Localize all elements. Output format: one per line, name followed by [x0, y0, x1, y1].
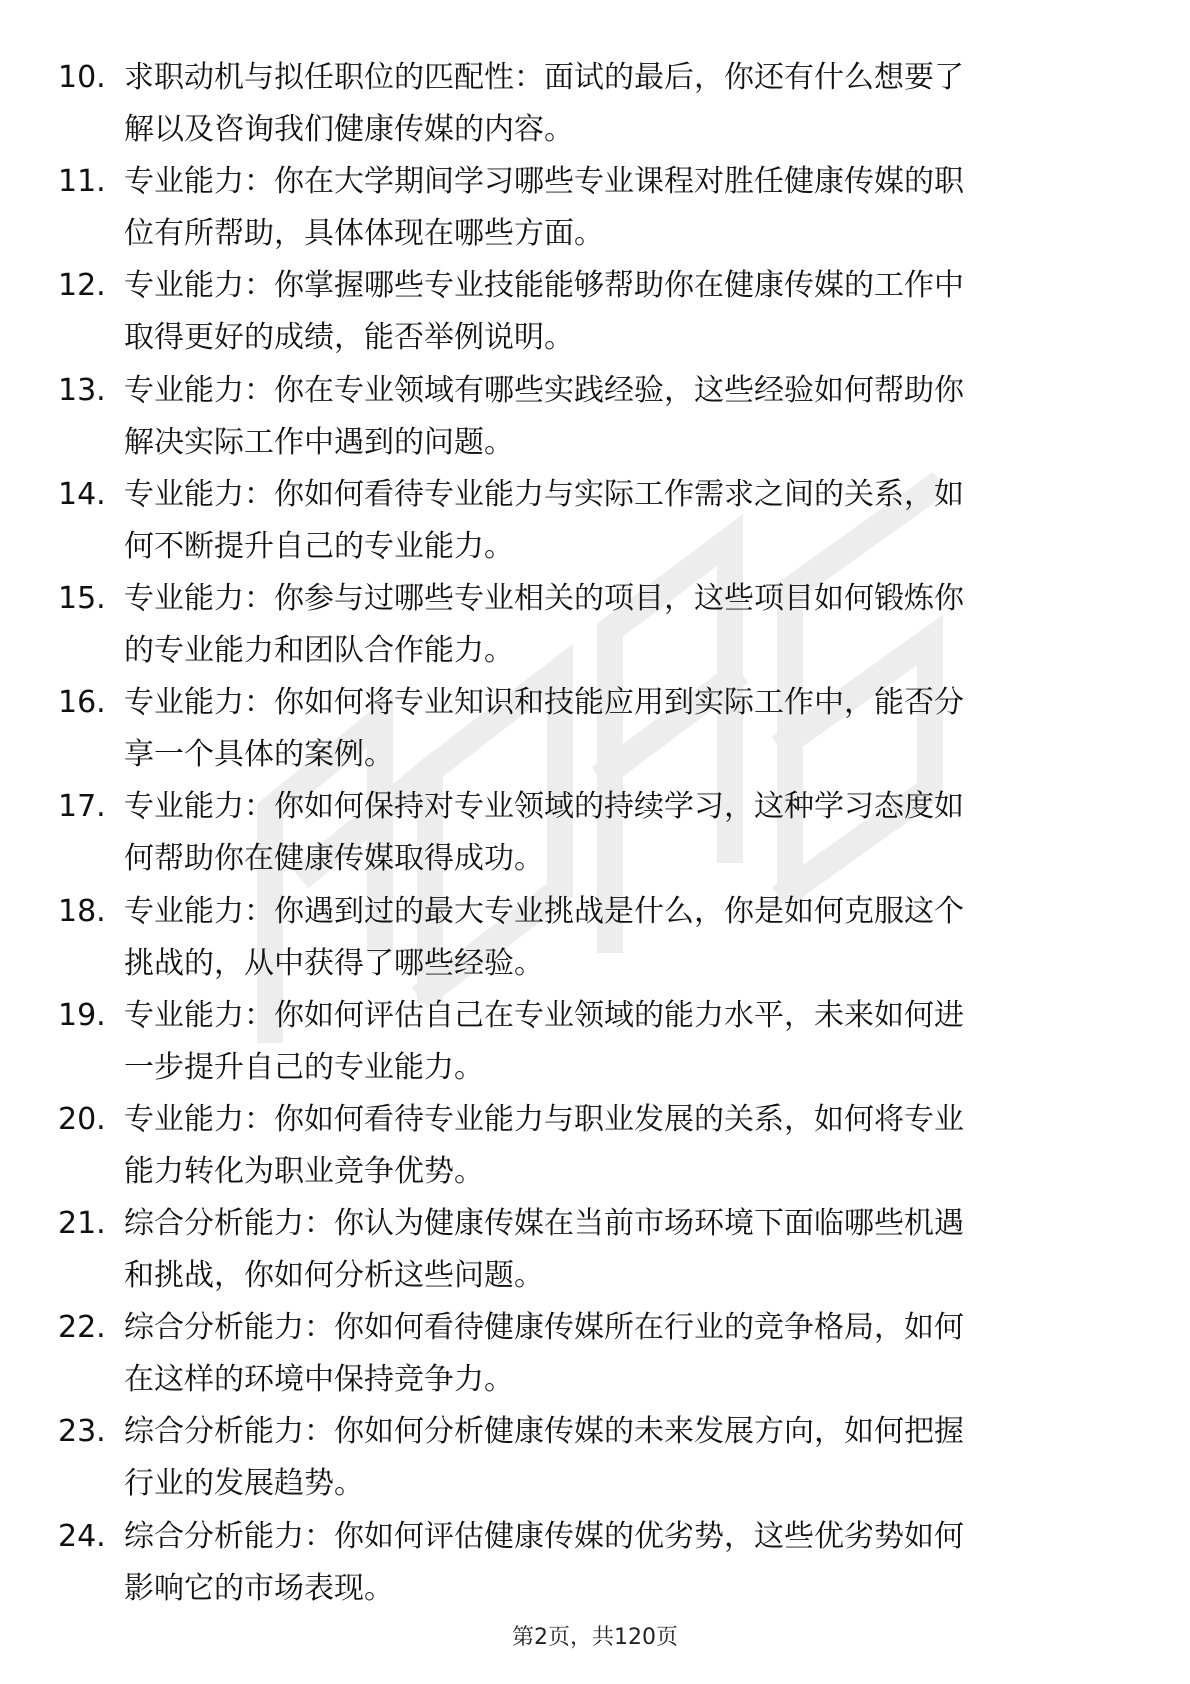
item-text-line: 一步提升自己的专业能力。 [124, 1049, 484, 1085]
item-number: 11. [58, 164, 106, 200]
item-text [124, 1198, 1174, 1302]
item-text-line: 求职动机与拟任职位的匹配性：面试的最后，你还有什么想要了 [124, 60, 964, 95]
item-text-line: 解以及咨询我们健康传媒的内容。 [124, 112, 574, 147]
list-item [58, 52, 1138, 156]
list-item [58, 886, 1138, 990]
item-text [124, 365, 1174, 469]
item-text-line: 综合分析能力：你如何看待健康传媒所在行业的竞争格局，如何 [124, 1310, 964, 1346]
item-text-line: 影响它的市场表现。 [124, 1570, 394, 1606]
item-number: 22. [58, 1310, 106, 1346]
list-item [58, 469, 1138, 573]
item-text-line: 和挑战，你如何分析这些问题。 [124, 1258, 544, 1294]
item-text-line: 专业能力：你如何保持对专业领域的持续学习，这种学习态度如 [124, 789, 964, 825]
item-text [124, 1511, 1174, 1615]
item-number: 13. [58, 372, 106, 408]
item-text [124, 1302, 1174, 1406]
item-text-line: 专业能力：你遇到过的最大专业挑战是什么，你是如何克服这个 [124, 893, 964, 929]
question-list [58, 52, 1138, 1615]
item-number: 14. [58, 476, 106, 512]
item-text-line: 综合分析能力：你如何评估健康传媒的优劣势，这些优劣势如何 [124, 1518, 964, 1554]
item-text-line: 综合分析能力：你认为健康传媒在当前市场环境下面临哪些机遇 [124, 1206, 964, 1242]
item-text [124, 573, 1174, 677]
item-text-line: 专业能力：你如何将专业知识和技能应用到实际工作中，能否分 [124, 685, 964, 721]
item-text-line: 行业的发展趋势。 [124, 1466, 364, 1502]
item-text-line: 位有所帮助，具体体现在哪些方面。 [124, 216, 604, 252]
item-text-line: 享一个具体的案例。 [124, 737, 394, 773]
item-number: 16. [58, 685, 106, 721]
item-text [124, 886, 1174, 990]
item-text [124, 990, 1174, 1094]
item-text [124, 781, 1174, 885]
list-item [58, 260, 1138, 364]
list-item [58, 677, 1138, 781]
list-item [58, 781, 1138, 885]
item-text-line: 何不断提升自己的专业能力。 [124, 528, 514, 564]
item-text-line: 解决实际工作中遇到的问题。 [124, 424, 514, 460]
item-number: 15. [58, 580, 106, 616]
item-number: 19. [58, 997, 106, 1033]
item-text-line: 专业能力：你在专业领域有哪些实践经验，这些经验如何帮助你 [124, 372, 964, 408]
item-text-line: 能力转化为职业竞争优势。 [124, 1153, 484, 1189]
item-text-line: 在这样的环境中保持竞争力。 [124, 1362, 514, 1398]
item-number: 17. [58, 789, 106, 825]
item-text [124, 1094, 1174, 1198]
item-text [124, 156, 1174, 260]
item-text-line: 专业能力：你参与过哪些专业相关的项目，这些项目如何锻炼你 [124, 580, 964, 616]
item-text [124, 260, 1174, 364]
list-item [58, 573, 1138, 677]
item-number: 24. [58, 1518, 106, 1554]
item-number: 21. [58, 1206, 106, 1242]
list-item [58, 156, 1138, 260]
list-item [58, 365, 1138, 469]
item-text-line: 专业能力：你如何看待专业能力与职业发展的关系，如何将专业 [124, 1101, 964, 1137]
list-item [58, 1198, 1138, 1302]
item-text-line: 的专业能力和团队合作能力。 [124, 632, 514, 668]
item-text-line: 专业能力：你掌握哪些专业技能能够帮助你在健康传媒的工作中 [124, 268, 964, 304]
list-item [58, 1511, 1138, 1615]
list-item [58, 990, 1138, 1094]
item-number: 18. [58, 893, 106, 929]
item-text-line: 专业能力：你如何评估自己在专业领域的能力水平，未来如何进 [124, 997, 964, 1033]
item-text [124, 52, 1174, 156]
item-text [124, 677, 1174, 781]
page-number: 第2页，共120页 [512, 1625, 678, 1650]
item-text-line: 取得更好的成绩，能否举例说明。 [124, 320, 574, 356]
item-text-line: 专业能力：你如何看待专业能力与实际工作需求之间的关系，如 [124, 476, 964, 512]
item-number: 20. [58, 1101, 106, 1137]
item-number: 23. [58, 1414, 106, 1450]
item-text [124, 469, 1174, 573]
item-number: 12. [58, 268, 106, 304]
list-item [58, 1406, 1138, 1510]
list-item [58, 1094, 1138, 1198]
item-text-line: 挑战的，从中获得了哪些经验。 [124, 945, 544, 981]
item-text-line: 专业能力：你在大学期间学习哪些专业课程对胜任健康传媒的职 [124, 164, 964, 200]
item-text-line: 何帮助你在健康传媒取得成功。 [124, 841, 544, 877]
list-item [58, 1302, 1138, 1406]
item-number: 10. [58, 60, 106, 95]
item-text [124, 1406, 1174, 1510]
item-text-line: 综合分析能力：你如何分析健康传媒的未来发展方向，如何把握 [124, 1414, 964, 1450]
